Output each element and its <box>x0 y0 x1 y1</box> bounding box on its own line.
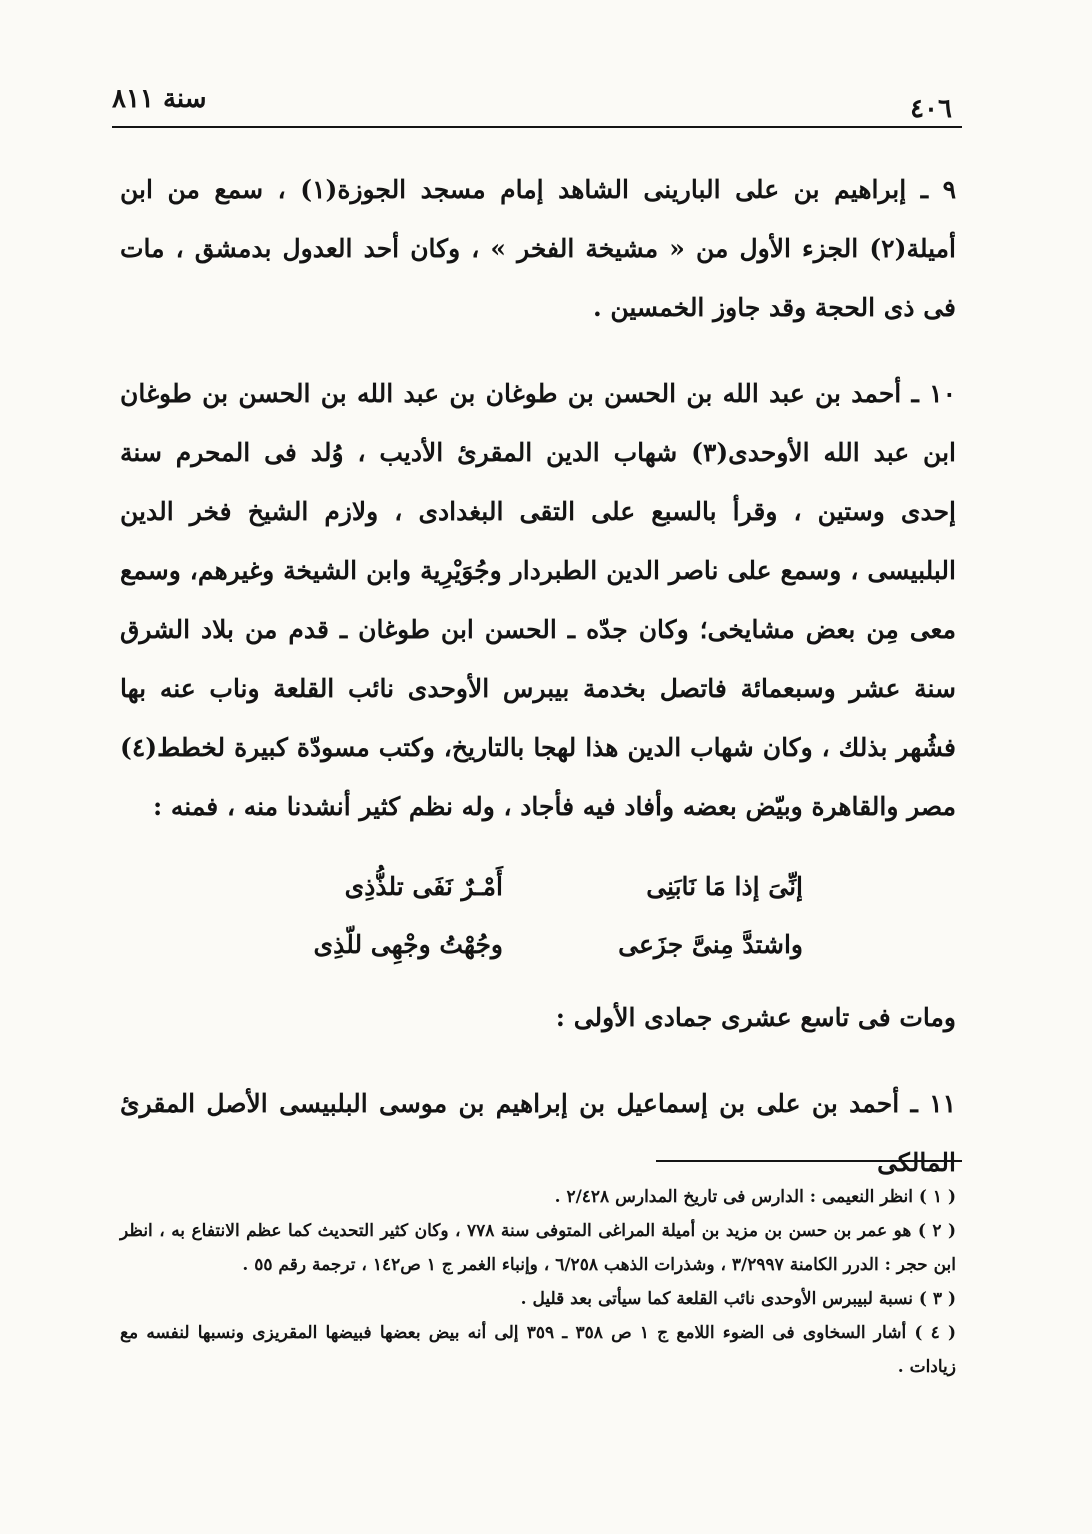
footnote-4: ( ٤ ) أشار السخاوى فى الضوء اللامع ج ١ ص ٣٥٨ ـ ٣٥٩ إلى أنه بيض بعضها فبيضها المقريزى ونسبها لنفسه مع زيادات . <box>120 1323 956 1377</box>
footnotes <box>120 1180 956 1384</box>
entry-10: ١٠ ـ أحمد بن عبد الله بن الحسن بن طوغان بن عبد الله بن الحسن بن طوغان ابن عبد الله الأوحدى(٣) شهاب الدين المقرئ الأديب ، وُلد فى المحرم سنة إحدى وستين ، وقرأ بالسبع على التقى البغدادى ، ولازم الشيخ فخر الدين البلبيسى ، وسمع على ناصر الدين الطبردار وجُوَيْرِية وابن الشيخة وغيرهم، وسمع معى مِن بعض مشايخى؛ وكان جدّه ـ الحسن ابن طوغان ـ قدم من بلاد الشرق سنة عشر وسبعمائة فاتصل بخدمة بيبرس الأوحدى نائب القلعة وناب عنه بها فشُهر بذلك ، وكان شهاب الدين هذا لهجا بالتاريخ، وكتب مسودّة كبيرة لخطط(٤) مصر والقاهرة وبيّض بعضه وأفاد فيه فأجاد ، وله نظم كثير أنشدنا منه ، فمنه : <box>120 379 956 821</box>
main-text <box>120 160 956 1192</box>
footnote-2: ( ٢ ) هو عمر بن حسن بن مزيد بن أميلة المراغى المتوفى سنة ٧٧٨ ، وكان كثير التحديث كما عظم الانتفاع به ، انظر ابن حجر : الدرر الكامنة ٣/٢٩٩٧ ، وشذرات الذهب ٦/٢٥٨ ، وإنباء الغمر ج ١ ص١٤٢ ، ترجمة رقم ٥٥ . <box>120 1221 956 1275</box>
poem-line-1 <box>120 858 956 916</box>
poem-hemistich: وجُهْتُ وجْهِى للّذِى <box>313 930 503 959</box>
poem <box>120 858 956 974</box>
footnote-1: ( ١ ) انظر النعيمى : الدارس فى تاريخ المدارس ٢/٤٢٨ . <box>554 1187 956 1207</box>
header-rule <box>112 126 962 128</box>
paragraph-gap <box>120 1047 956 1074</box>
poem-hemistich: إنِّىَ إذا مَا نَابَنِى <box>646 872 803 901</box>
poem-line-2 <box>120 916 956 974</box>
running-header-year: سنة ٨١١ <box>112 84 207 114</box>
death-note: ومات فى تاسع عشرى جمادى الأولى : <box>555 1003 956 1032</box>
page-number: ٤٠٦ <box>910 94 952 124</box>
entry-9: ٩ ـ إبراهيم بن على البارينى الشاهد إمام مسجد الجوزة(١) ، سمع من ابن أميلة(٢) الجزء الأول من « مشيخة الفخر » ، وكان أحد العدول بدمشق ، مات فى ذى الحجة وقد جاوز الخمسين . <box>120 175 956 322</box>
paragraph-gap <box>120 337 956 364</box>
footnote-rule <box>656 1160 962 1162</box>
footnote-3: ( ٣ ) نسبة لبيبرس الأوحدى نائب القلعة كما سيأتى بعد قليل . <box>520 1289 956 1309</box>
poem-hemistich: واشتدَّ مِنىَّ جزَعى <box>618 930 803 959</box>
poem-hemistich: أَمْـرٌ نَفَى تلذُّذِى <box>344 872 503 901</box>
entry-11: ١١ ـ أحمد بن على بن إسماعيل بن إبراهيم بن موسى البلبيسى الأصل المقرئ المالكى <box>120 1089 956 1177</box>
